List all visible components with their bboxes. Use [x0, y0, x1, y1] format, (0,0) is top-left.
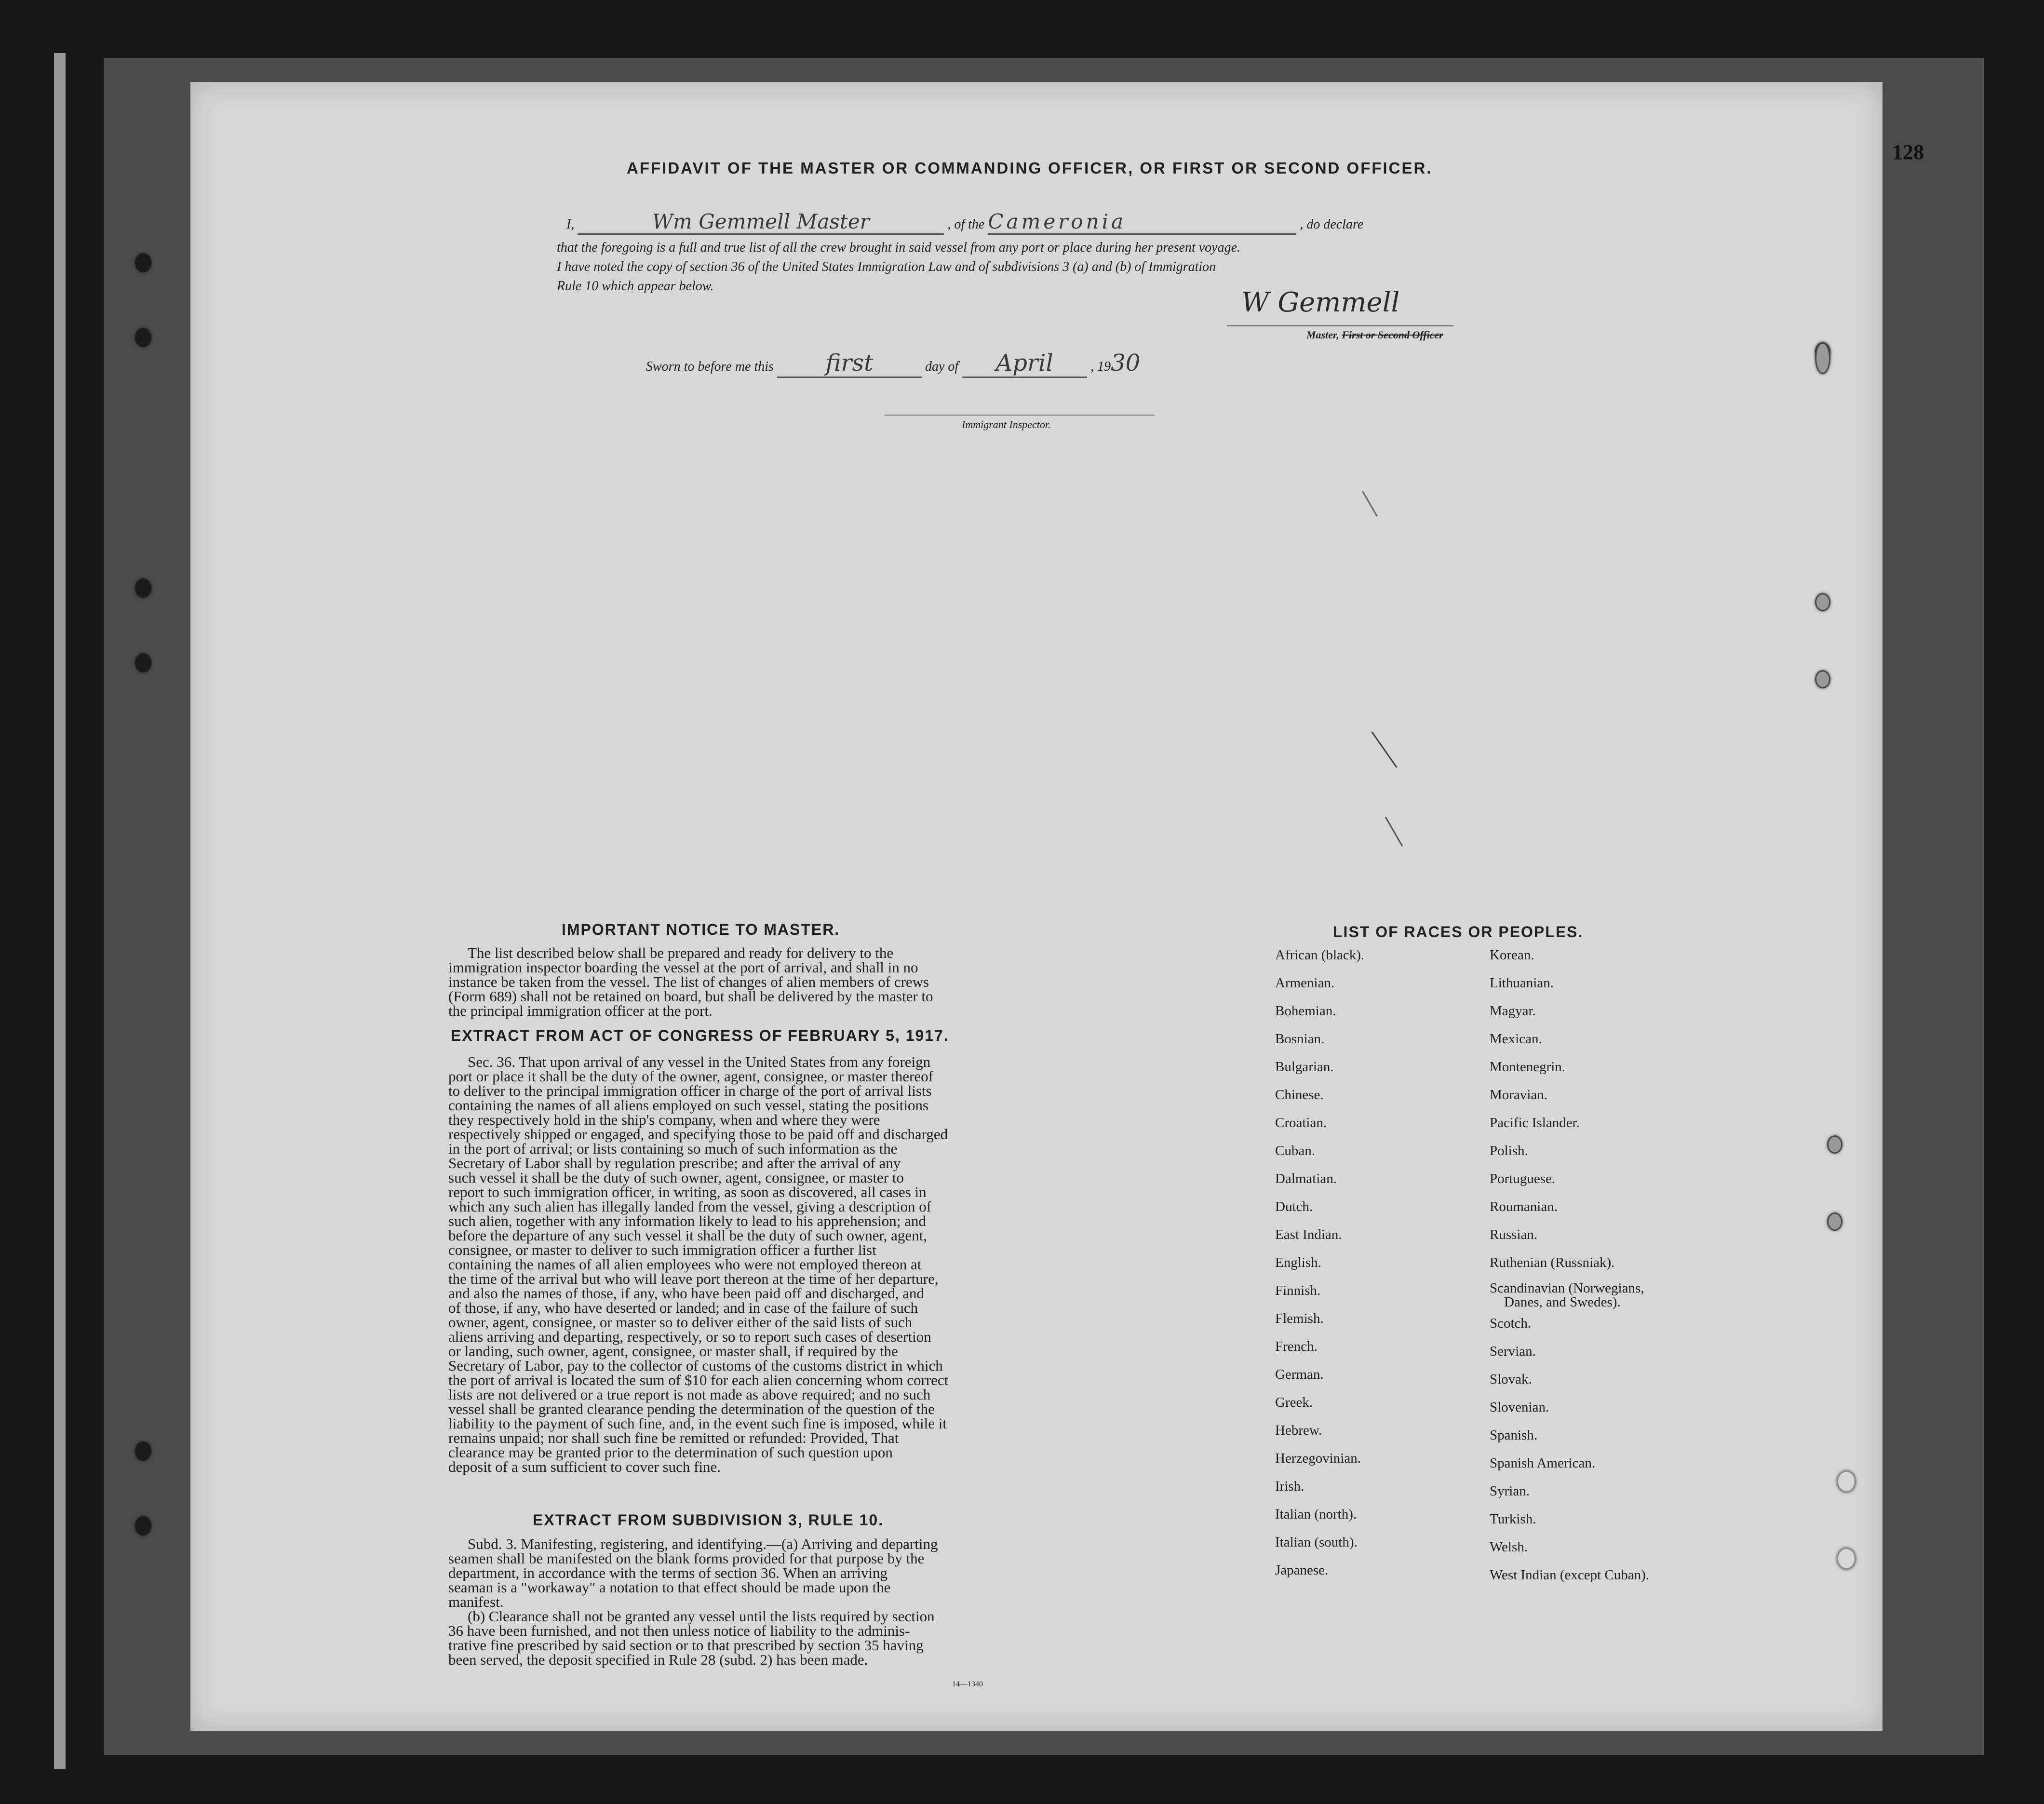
- pencil-mark: [1385, 817, 1403, 847]
- race-item: Cuban.: [1275, 1143, 1315, 1158]
- master-signature: W Gemmell: [1241, 287, 1400, 318]
- race-item: Irish.: [1275, 1479, 1304, 1494]
- act-line: liability to the payment of such fine, and, in the event such fine is imposed, while it: [448, 1415, 947, 1432]
- race-item: Portuguese.: [1490, 1171, 1556, 1186]
- race-item: Lithuanian.: [1490, 975, 1554, 991]
- punch-hole: [135, 1516, 151, 1535]
- act-line: Sec. 36. That upon arrival of any vessel in the United States from any foreign: [468, 1053, 931, 1070]
- extract-act-body: [448, 1055, 1003, 1474]
- rule-line: (b) Clearance shall not be granted any vessel until the lists required by section: [468, 1608, 935, 1625]
- punch-hole: [135, 1441, 151, 1461]
- race-item: Moravian.: [1490, 1087, 1547, 1103]
- year-suffix: 30: [1111, 350, 1141, 377]
- act-line: vessel shall be granted clearance pending the determination of the question of the: [448, 1400, 935, 1417]
- race-item: Bulgarian.: [1275, 1059, 1334, 1075]
- race-item: Montenegrin.: [1490, 1059, 1566, 1075]
- declare-prefix: I,: [566, 217, 575, 232]
- race-item: Scotch.: [1490, 1316, 1532, 1331]
- race-item: Japanese.: [1275, 1562, 1329, 1578]
- act-line: to deliver to the principal immigration officer in charge of the port of arrival lists: [448, 1082, 932, 1099]
- race-item: Syrian.: [1490, 1483, 1530, 1499]
- rule-line: trative fine prescribed by said section or to that prescribed by section 35 having: [448, 1637, 924, 1654]
- race-item: Flemish.: [1275, 1311, 1324, 1326]
- punch-hole: [1815, 670, 1830, 688]
- vessel-name: Cameronia: [988, 210, 1296, 235]
- race-item: Korean.: [1490, 947, 1534, 963]
- declaration-line: [566, 210, 1363, 235]
- form-code: 14—1340: [952, 1680, 983, 1688]
- rule-line: seaman is a "workaway" a notation to that effect should be made upon the: [448, 1579, 891, 1596]
- inspector-label: Immigrant Inspector.: [962, 418, 1051, 431]
- act-line: consignee, or master to deliver to such immigration officer a further list: [448, 1241, 876, 1258]
- notice-line: The list described below shall be prepared and ready for delivery to the: [468, 944, 894, 961]
- rule-line: manifest.: [448, 1593, 504, 1610]
- notice-line: immigration inspector boarding the vessel at the port of arrival, and shall in no: [448, 959, 918, 976]
- rule-line: Subd. 3. Manifesting, registering, and identifying.—(a) Arriving and departing: [468, 1535, 938, 1552]
- year-prefix: , 19: [1090, 359, 1111, 374]
- day-of-label: day of: [925, 359, 959, 374]
- punch-hole: [135, 579, 151, 598]
- act-line: respectively shipped or engaged, and specifying those to be paid off and discharged: [448, 1126, 948, 1143]
- race-item: Hebrew.: [1275, 1423, 1322, 1438]
- declaration-line-3: I have noted the copy of section 36 of the United States Immigration Law and of subdivisions 3 (a) and (b) of Immigration: [557, 259, 1216, 274]
- extract-act-title: EXTRACT FROM ACT OF CONGRESS OF FEBRUARY 5, 1917.: [451, 1027, 949, 1044]
- race-item: Polish.: [1490, 1143, 1528, 1158]
- extract-rule-body: [448, 1537, 1003, 1667]
- officer-label: [1306, 329, 1443, 341]
- races-left-column: [1275, 941, 1364, 1584]
- punch-hole: [135, 328, 151, 347]
- race-item: Bosnian.: [1275, 1031, 1325, 1047]
- act-line: clearance may be granted prior to the determination of such question upon: [448, 1444, 893, 1461]
- punch-hole: [135, 653, 151, 673]
- race-item: Servian.: [1490, 1344, 1536, 1359]
- race-item: Armenian.: [1275, 975, 1335, 991]
- act-line: which any such alien has illegally landed from the vessel, giving a description of: [448, 1198, 932, 1215]
- race-item: French.: [1275, 1339, 1318, 1354]
- race-item: East Indian.: [1275, 1227, 1342, 1242]
- page-number: 128: [1892, 140, 1924, 164]
- act-line: owner, agent, consignee, or master so to deliver either of the said lists of such: [448, 1314, 913, 1331]
- master-label: Master,: [1306, 329, 1339, 341]
- act-line: they respectively hold in the ship's company, when and where they were: [448, 1111, 880, 1128]
- race-item: Dalmatian.: [1275, 1171, 1337, 1186]
- race-item: West Indian (except Cuban).: [1490, 1567, 1650, 1583]
- act-line: in the port of arrival; or lists containing so much of such information as the: [448, 1140, 898, 1157]
- sworn-prefix: Sworn to before me this: [646, 359, 774, 374]
- rule-line: 36 have been furnished, and not then unless notice of liability to the adminis-: [448, 1622, 910, 1639]
- act-line: before the departure of any such vessel it shall be the duty of such owner, agent,: [448, 1227, 928, 1244]
- punch-hole: [1827, 1135, 1842, 1154]
- race-item: Pacific Islander.: [1490, 1115, 1580, 1131]
- punch-hole: [1815, 593, 1830, 611]
- race-item: Scandinavian (Norwegians,: [1490, 1280, 1644, 1296]
- race-item: Spanish American.: [1490, 1455, 1596, 1471]
- notice-body: [448, 946, 1003, 1018]
- signature-line: [1227, 325, 1453, 326]
- act-line: Secretary of Labor, pay to the collector of customs of the customs district in which: [448, 1357, 943, 1374]
- document-page: [190, 82, 1924, 1731]
- declaration-line-2: that the foregoing is a full and true list of all the crew brought in said vessel from any port or place during her present voyage.: [557, 240, 1241, 255]
- race-item: African (black).: [1275, 947, 1365, 963]
- race-item: Danes, and Swedes).: [1504, 1294, 1621, 1310]
- do-declare-label: , do declare: [1300, 217, 1364, 232]
- punch-hole: [1827, 1212, 1842, 1231]
- rule-line: seamen shall be manifested on the blank forms provided for that purpose by the: [448, 1550, 925, 1567]
- pencil-mark: [1362, 491, 1378, 516]
- act-line: lists are not delivered or a true report is not made as above required; and no such: [448, 1386, 931, 1403]
- race-item: Finnish.: [1275, 1283, 1321, 1298]
- affidavit-title: AFFIDAVIT OF THE MASTER OR COMMANDING OFFICER, OR FIRST OR SECOND OFFICER.: [627, 159, 1433, 177]
- race-item: Spanish.: [1490, 1427, 1538, 1443]
- punch-hole: [135, 253, 151, 272]
- act-line: remains unpaid; nor shall such fine be remitted or refunded: Provided, That: [448, 1429, 899, 1446]
- sworn-line: [646, 350, 1140, 378]
- race-item: Slovak.: [1490, 1372, 1532, 1387]
- act-line: deposit of a sum sufficient to cover such fine.: [448, 1458, 721, 1475]
- declaration-line-4: Rule 10 which appear below.: [557, 279, 714, 294]
- race-item: Italian (north).: [1275, 1507, 1357, 1522]
- act-line: such alien, together with any information likely to lead to his apprehension; and: [448, 1212, 926, 1229]
- act-line: containing the names of all aliens employed on such vessel, stating the positions: [448, 1097, 929, 1114]
- race-item: Magyar.: [1490, 1003, 1536, 1019]
- act-line: port or place it shall be the duty of the owner, agent, consignee, or master thereof: [448, 1068, 933, 1085]
- race-item: Welsh.: [1490, 1539, 1528, 1555]
- race-item: Dutch.: [1275, 1199, 1313, 1214]
- race-item: Turkish.: [1490, 1511, 1536, 1527]
- punch-hole: [1837, 1548, 1856, 1570]
- races-right-column: [1490, 941, 1649, 1589]
- race-item: Ruthenian (Russniak).: [1490, 1255, 1615, 1270]
- act-line: of those, if any, who have deserted or landed; and in case of the failure of such: [448, 1299, 918, 1316]
- race-item: Italian (south).: [1275, 1535, 1358, 1550]
- sworn-day: first: [777, 350, 922, 378]
- races-title: LIST OF RACES OR PEOPLES.: [1333, 923, 1584, 941]
- race-item: Herzegovinian.: [1275, 1451, 1361, 1466]
- race-item: Chinese.: [1275, 1087, 1324, 1103]
- race-item: Russian.: [1490, 1227, 1538, 1242]
- punch-hole: [1837, 1470, 1856, 1493]
- race-item: Slovenian.: [1490, 1400, 1549, 1415]
- notice-line: the principal immigration officer at the port.: [448, 1002, 713, 1019]
- act-line: Secretary of Labor shall by regulation prescribe; and after the arrival of any: [448, 1155, 901, 1171]
- of-the-label: , of the: [947, 217, 985, 232]
- inspector-line: [885, 415, 1155, 416]
- act-line: report to such immigration officer, in writing, as soon as discovered, all cases in: [448, 1184, 927, 1200]
- extract-rule-title: EXTRACT FROM SUBDIVISION 3, RULE 10.: [533, 1511, 884, 1529]
- struck-officer-label: First or Second Officer: [1342, 329, 1443, 341]
- act-line: such vessel it shall be the duty of such owner, agent, consignee, or master to: [448, 1169, 904, 1186]
- act-line: and also the names of those, if any, who have been paid off and discharged, and: [448, 1285, 924, 1302]
- act-line: the port of arrival is located the sum of $10 for each alien concerning whom correct: [448, 1372, 949, 1388]
- race-item: Roumanian.: [1490, 1199, 1558, 1214]
- binder-strip: [54, 53, 66, 1769]
- race-item: Mexican.: [1490, 1031, 1542, 1047]
- act-line: the time of the arrival but who will leave port thereon at the time of her departure,: [448, 1270, 939, 1287]
- declarant-name: Wm Gemmell Master: [578, 210, 944, 235]
- act-line: aliens arriving and departing, respectively, or so to report such cases of desertion: [448, 1328, 931, 1345]
- race-item: Bohemian.: [1275, 1003, 1336, 1019]
- rule-line: department, in accordance with the terms of section 36. When an arriving: [448, 1564, 888, 1581]
- rule-line: been served, the deposit specified in Rule 28 (subd. 2) has been made.: [448, 1651, 868, 1668]
- race-item: Greek.: [1275, 1395, 1313, 1410]
- act-line: containing the names of all alien employees who were not employed thereon at: [448, 1256, 922, 1273]
- notice-title: IMPORTANT NOTICE TO MASTER.: [562, 921, 840, 938]
- notice-line: (Form 689) shall not be retained on board, but shall be delivered by the master to: [448, 988, 933, 1005]
- punch-hole: [1815, 342, 1830, 374]
- act-line: or landing, such owner, agent, consignee, or master shall, if required by the: [448, 1343, 898, 1360]
- race-item: German.: [1275, 1367, 1324, 1382]
- sworn-month: April: [962, 350, 1087, 378]
- race-item: English.: [1275, 1255, 1321, 1270]
- notice-line: instance be taken from the vessel. The list of changes of alien members of crews: [448, 973, 929, 990]
- pencil-mark: [1371, 731, 1397, 767]
- race-item: Croatian.: [1275, 1115, 1327, 1131]
